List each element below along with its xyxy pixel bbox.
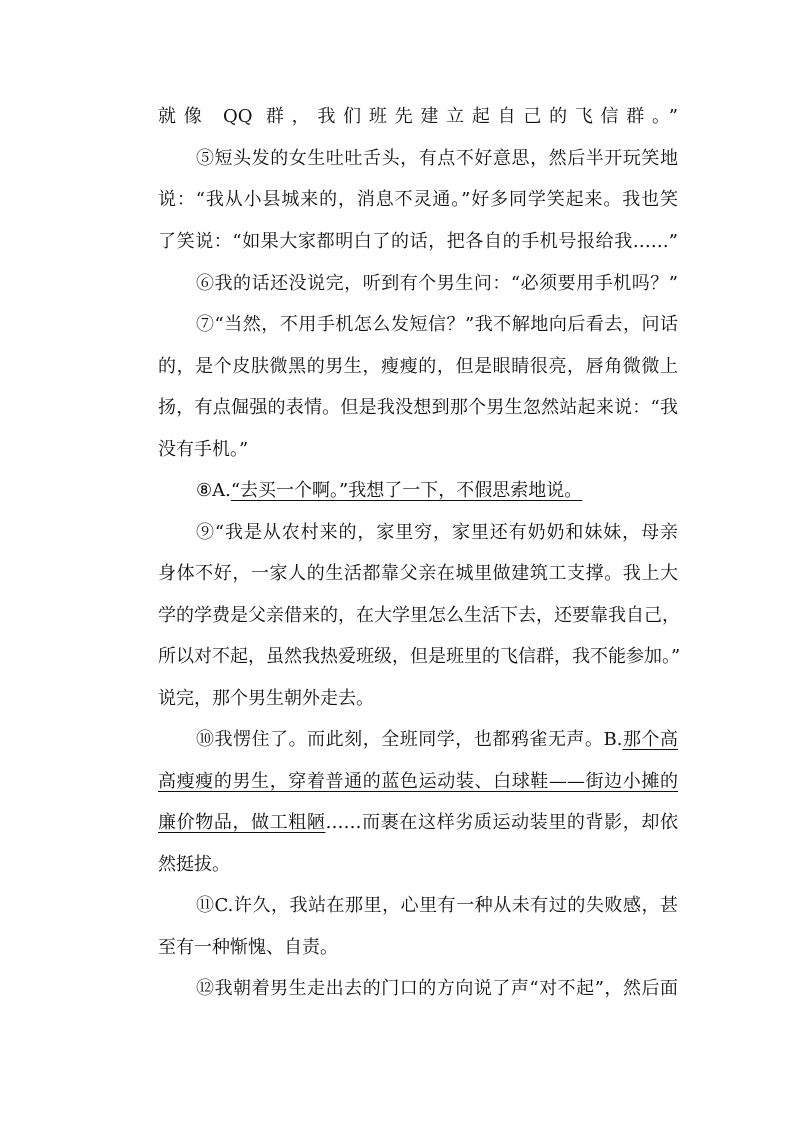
paragraph-5-line-1: ⑤短头发的女生吐吐舌头，有点不好意思，然后半开玩笑地 bbox=[196, 148, 678, 169]
paragraph-7-line-2: 的，是个皮肤微黑的男生，瘦瘦的，但是眼睛很亮，唇角微微上 bbox=[158, 356, 678, 377]
underlined-sentence-b-part-2: 高瘦瘦的男生，穿着普通的蓝色运动装、白球鞋——街边小摊的 bbox=[158, 771, 678, 792]
paragraph-12-line-1: ⑫我朝着男生走出去的门口的方向说了声“对不起”，然后面 bbox=[196, 978, 678, 999]
underlined-sentence-a: “去买一个啊。”我想了一下，不假思索地说。 bbox=[230, 480, 583, 501]
paragraph-9-line-1: ⑨“我是从农村来的，家里穷，家里还有奶奶和妹妹，母亲 bbox=[196, 522, 678, 543]
paragraph-7-line-1: ⑦“当然，不用手机怎么发短信？”我不解地向后看去，问话 bbox=[196, 314, 678, 335]
paragraph-11-line-2: 至有一种惭愧、自责。 bbox=[158, 937, 338, 958]
paragraph-10-line-4: 然挺拔。 bbox=[158, 854, 230, 875]
paragraph-5-line-2: 说：“我从小县城来的，消息不灵通。”好多同学笑起来。我也笑 bbox=[158, 189, 678, 210]
paragraph-10-line-3-rest: ……而裹在这样劣质运动装里的背影，却依 bbox=[325, 812, 679, 833]
paragraph-6-line-1: ⑥我的话还没说完，听到有个男生问：“必须要用手机吗？” bbox=[196, 273, 678, 294]
paragraph-10-line-3 bbox=[158, 810, 678, 836]
paragraph-8-line-1 bbox=[196, 478, 678, 504]
paragraph-5-line-3: 了笑说：“如果大家都明白了的话，把各自的手机号报给我……” bbox=[158, 231, 678, 252]
paragraph-9-line-2: 身体不好，一家人的生活都靠父亲在城里做建筑工支撑。我上大 bbox=[158, 563, 678, 584]
underlined-sentence-b-part-3: 廉价物品，做工粗陋 bbox=[158, 812, 326, 833]
paragraph-8-marker: ⑧A. bbox=[196, 480, 231, 501]
paragraph-7-line-3: 扬，有点倔强的表情。但是我没想到那个男生忽然站起来说：“我 bbox=[158, 397, 678, 418]
paragraph-7-line-4: 没有手机。” bbox=[158, 439, 249, 460]
paragraph-9-line-3: 学的学费是父亲借来的，在大学里怎么生活下去，还要靠我自己， bbox=[158, 605, 680, 626]
paragraph-9-line-4: 所以对不起，虽然我热爱班级，但是班里的飞信群，我不能参加。” bbox=[158, 646, 681, 667]
text-line-1: 就像 QQ 群，我们班先建立起自己的飞信群。” bbox=[158, 106, 678, 127]
paragraph-10-line-1 bbox=[196, 727, 678, 753]
paragraph-11-line-1: ⑪C.许久，我站在那里，心里有一种从未有过的失败感，甚 bbox=[196, 895, 678, 916]
paragraph-10-text: ⑩我愣住了。而此刻，全班同学，也都鸦雀无声。B. bbox=[196, 729, 623, 750]
underlined-sentence-b-part-1: 那个高 bbox=[622, 729, 679, 750]
paragraph-9-line-5: 说完，那个男生朝外走去。 bbox=[158, 688, 374, 709]
